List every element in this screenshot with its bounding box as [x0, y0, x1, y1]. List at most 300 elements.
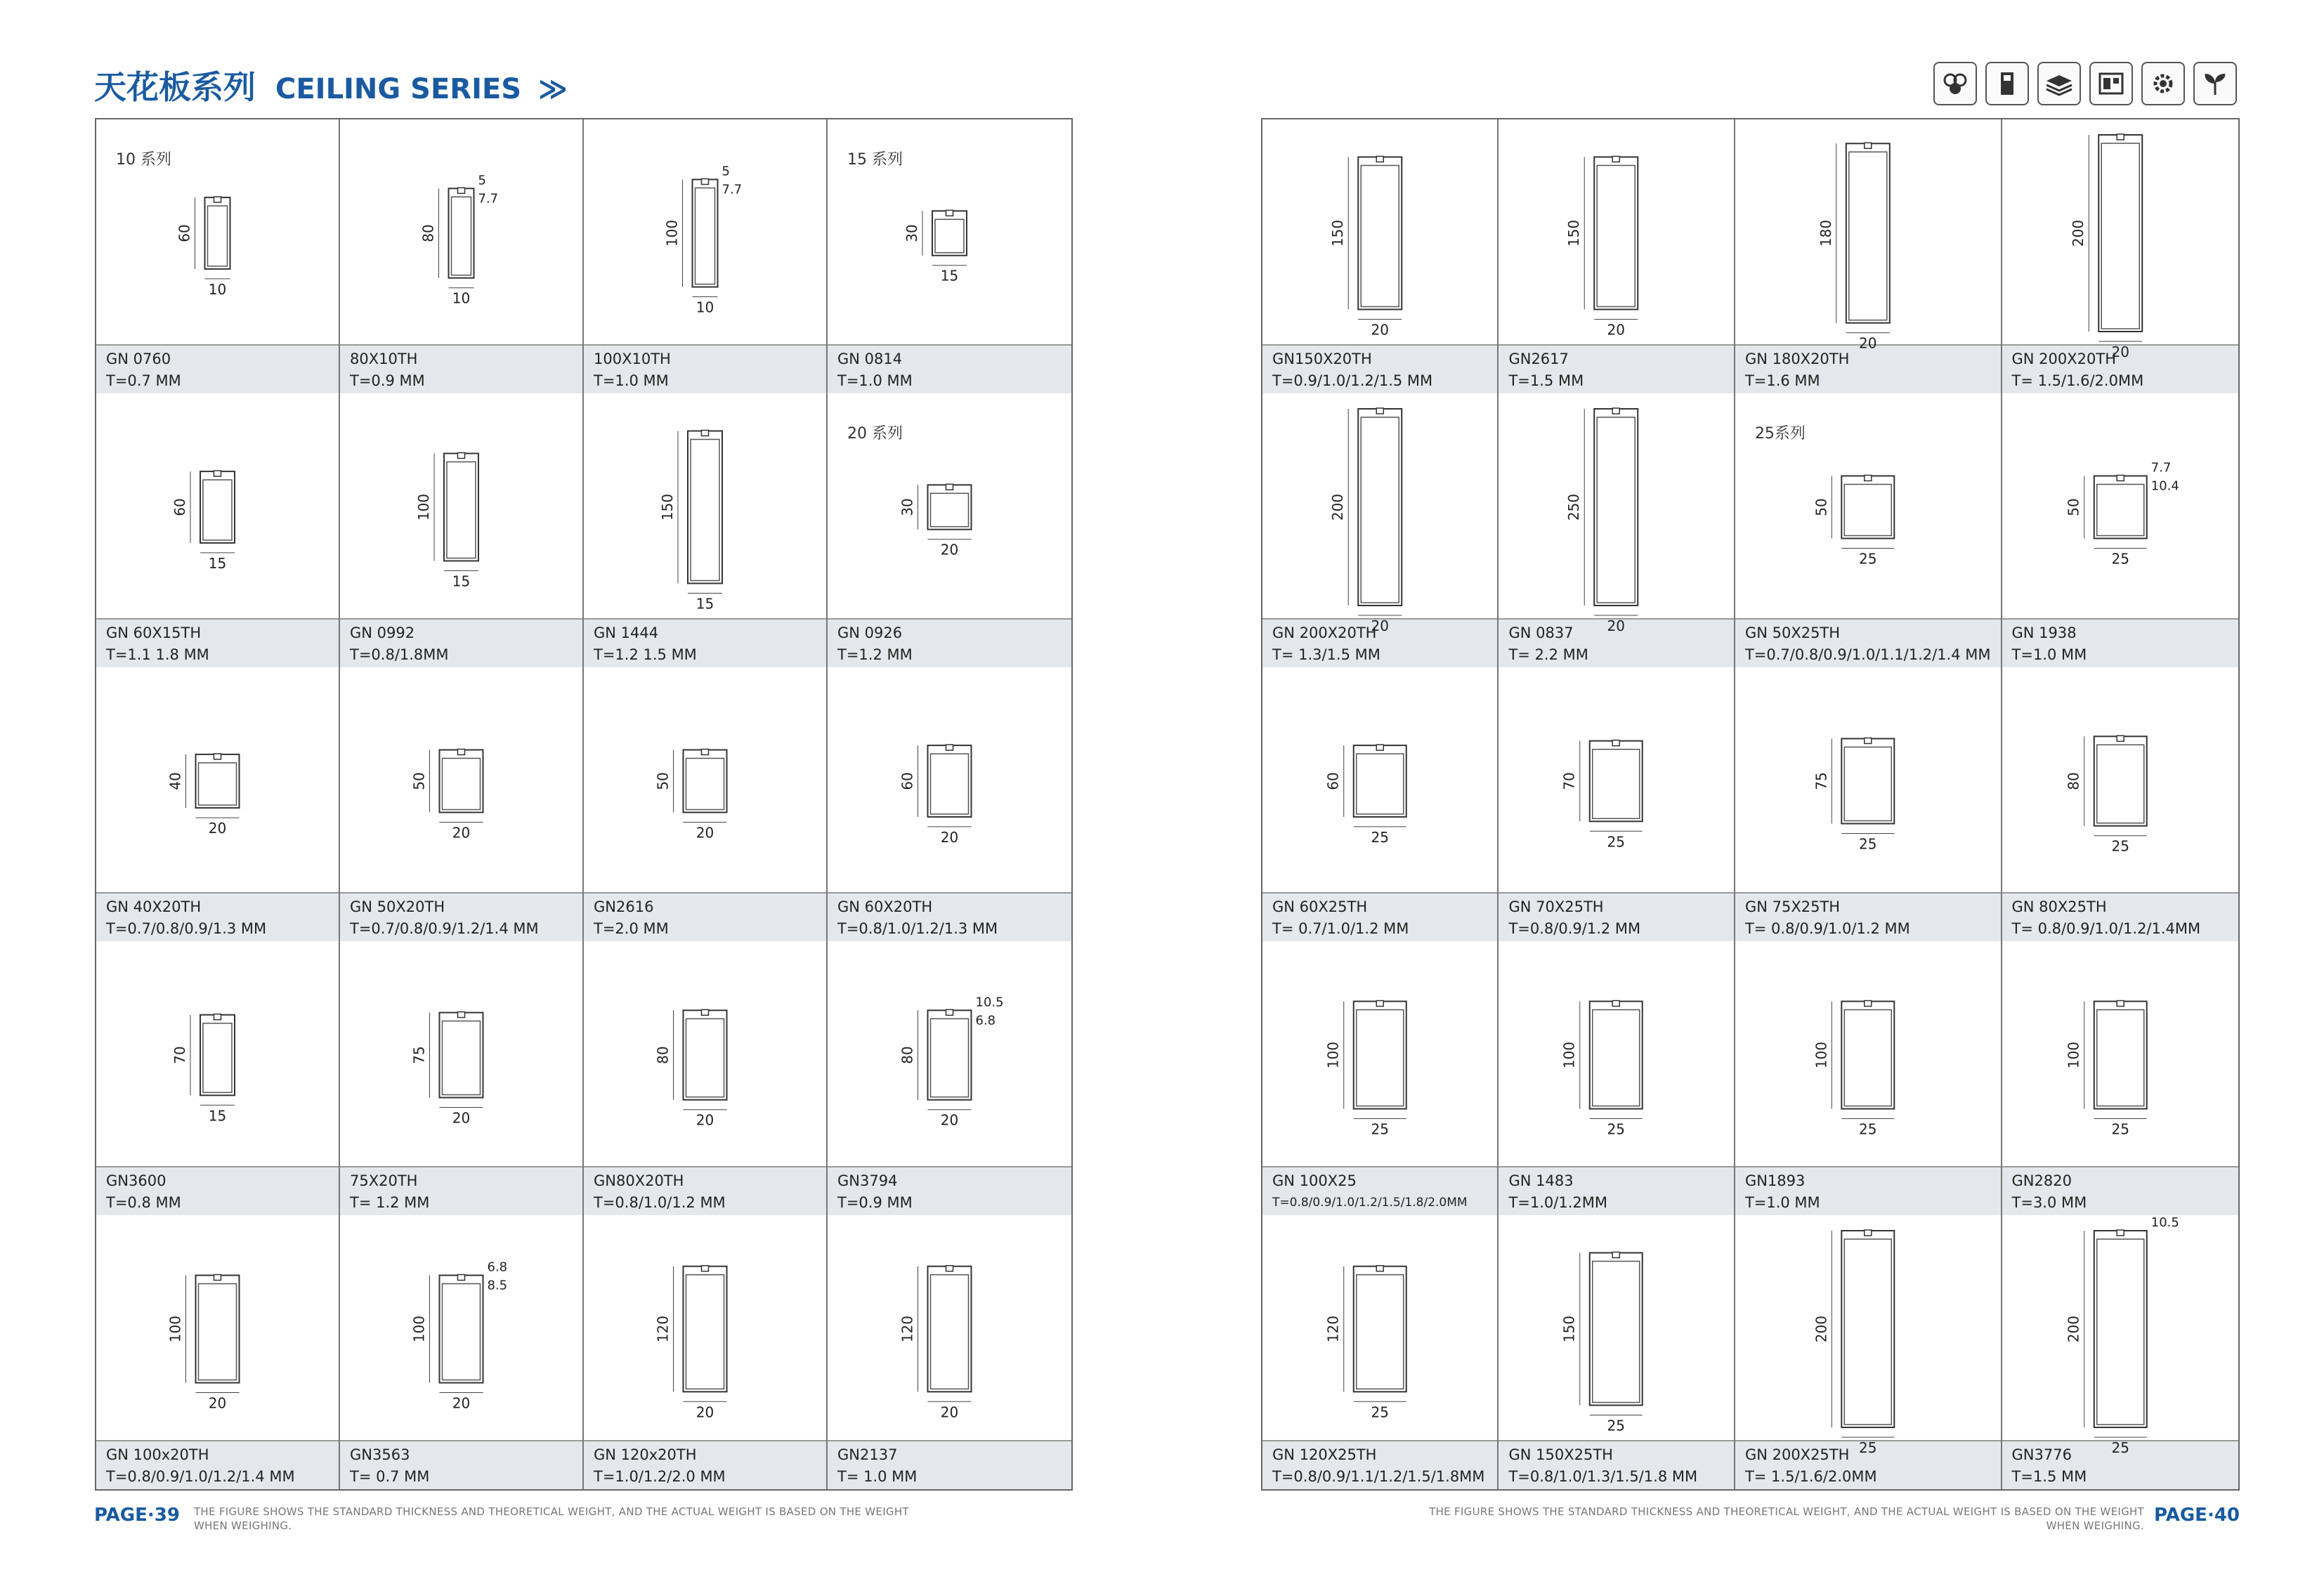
profile-thickness: T=1.0 MM [594, 372, 669, 389]
profile-section-svg [1262, 667, 1497, 892]
height-label: 75 [1813, 772, 1830, 790]
page-number-right: PAGE·40 [2154, 1505, 2240, 1526]
profile-thickness: T=1.6 MM [1744, 372, 1820, 389]
profile-inner-outline [931, 754, 969, 814]
width-label: 20 [696, 1111, 714, 1129]
profile-inner-outline [443, 759, 481, 810]
profile-cell [584, 1215, 828, 1489]
profile-code: GN 120x20TH [594, 1446, 697, 1463]
profile-outline [684, 1267, 727, 1392]
profile-caption [584, 892, 826, 941]
height-label: 150 [1565, 219, 1583, 247]
profile-drawing [1499, 941, 1733, 1166]
height-label: 200 [1813, 1315, 1830, 1343]
profile-code: GN2616 [594, 898, 654, 915]
profile-cell [96, 119, 340, 393]
profile-inner-outline [1598, 166, 1636, 307]
height-label: 100 [415, 493, 432, 521]
profile-thickness: T=0.8 MM [106, 1194, 181, 1211]
height-label: 30 [903, 224, 920, 242]
profile-drawing [1499, 119, 1733, 344]
profile-code: GN 1938 [2011, 624, 2077, 641]
profile-section-svg [96, 667, 339, 892]
profile-cell [1262, 119, 1499, 393]
extra-dimension-label: 7.7 [478, 191, 499, 207]
profile-caption [828, 1440, 1071, 1489]
profile-outline [1590, 1002, 1643, 1109]
profile-outline [1358, 409, 1402, 606]
profile-cell [1262, 1215, 1499, 1489]
profile-inner-outline [1844, 1239, 1891, 1425]
profile-drawing [1262, 941, 1497, 1166]
profile-inner-outline [443, 1284, 481, 1380]
profile-section-svg [828, 393, 1071, 618]
profile-inner-outline [1593, 1010, 1640, 1106]
profile-slot [458, 188, 465, 193]
profile-cell [340, 941, 584, 1215]
profile-drawing [1262, 119, 1497, 344]
profile-code: GN2617 [1508, 351, 1569, 367]
profile-slot [2117, 476, 2124, 481]
profile-slot [702, 750, 709, 755]
profile-cell [1499, 667, 1735, 941]
profile-caption [1735, 892, 2001, 941]
profile-thickness: T=0.9 MM [350, 372, 425, 389]
profile-thickness: T=1.0 MM [1744, 1194, 1820, 1211]
profile-slot [1613, 157, 1620, 162]
profile-thickness: T= 0.8/0.9/1.0/1.2/1.4MM [2011, 920, 2201, 937]
profile-inner-outline [686, 759, 724, 810]
profile-code: GN 0992 [350, 624, 415, 641]
profile-thickness: T=0.8/0.9/1.0/1.2/1.5/1.8/2.0MM [1272, 1196, 1468, 1210]
profile-section-svg [340, 119, 582, 344]
profile-outline [1846, 143, 1890, 322]
profile-thickness: T= 0.8/0.9/1.0/1.2 MM [1744, 920, 1910, 937]
profile-drawing [96, 941, 339, 1166]
profile-drawing [828, 941, 1071, 1166]
height-label: 200 [1329, 493, 1347, 521]
profile-section-svg [584, 393, 826, 618]
profile-slot [1865, 738, 1872, 744]
profile-code: GN 50X25TH [1744, 624, 1841, 641]
profile-slot [1376, 157, 1383, 162]
profile-outline [1590, 1253, 1643, 1406]
height-label: 100 [2065, 1041, 2082, 1069]
profile-caption [96, 344, 339, 393]
profile-code: 75X20TH [350, 1172, 418, 1189]
profile-code: GN 70X25TH [1508, 898, 1604, 915]
profile-thickness: T=1.2 MM [837, 646, 913, 663]
profile-inner-outline [1361, 417, 1399, 603]
profile-outline [1841, 1002, 1894, 1109]
height-label: 30 [899, 498, 916, 516]
width-label: 25 [1371, 1403, 1389, 1421]
left-profile-grid [95, 118, 1073, 1491]
profile-inner-outline [935, 219, 964, 252]
profile-thickness: T=0.8/0.9/1.1/1.2/1.5/1.8MM [1272, 1468, 1485, 1485]
profile-cell [1499, 1215, 1735, 1489]
extra-dimension-label: 5 [478, 173, 486, 188]
profile-code: GN3794 [837, 1172, 898, 1189]
profile-cell [340, 667, 584, 941]
profile-outline [440, 1276, 483, 1383]
profile-thickness: T=0.7/0.8/0.9/1.2/1.4 MM [350, 920, 539, 937]
profile-slot [2117, 735, 2124, 741]
profile-cell [340, 119, 584, 393]
profile-slot [458, 750, 465, 755]
profile-slot [1865, 143, 1872, 148]
profile-outline [1841, 476, 1894, 539]
profile-code: GN 100x20TH [106, 1446, 209, 1463]
profile-inner-outline [691, 440, 719, 581]
height-label: 150 [659, 493, 676, 521]
profile-drawing [1262, 1215, 1497, 1440]
profile-drawing [96, 1215, 339, 1440]
profile-cell [340, 1215, 584, 1489]
profile-outline [928, 1267, 972, 1392]
profile-inner-outline [203, 1023, 232, 1093]
profile-outline [932, 211, 967, 255]
profile-caption [2002, 1166, 2238, 1215]
profile-caption [1262, 1166, 1497, 1215]
profile-code: GN2820 [2011, 1172, 2072, 1189]
profile-slot [1865, 1230, 1872, 1236]
width-label: 15 [452, 572, 471, 590]
height-label: 80 [2065, 772, 2082, 790]
profile-code: GN 200X25TH [1744, 1446, 1850, 1463]
profile-outline [1354, 1002, 1406, 1109]
profile-bar-icon [1985, 62, 2029, 105]
height-label: 40 [167, 772, 184, 790]
profile-drawing [2002, 941, 2238, 1166]
profile-section-svg [828, 119, 1071, 344]
profile-code: GN 0837 [1508, 624, 1574, 641]
profile-code: GN3600 [106, 1172, 167, 1189]
profile-outline [449, 188, 474, 277]
height-label: 150 [1329, 219, 1347, 247]
profile-inner-outline [1357, 1275, 1404, 1389]
width-label: 10 [696, 299, 714, 316]
profile-code: GN1893 [1744, 1172, 1806, 1189]
footer-left [94, 1505, 918, 1533]
profile-thickness: T=0.7 MM [106, 372, 181, 389]
profile-section-svg [96, 1215, 339, 1440]
profile-drawing [1262, 667, 1497, 892]
profile-slot [458, 1012, 465, 1018]
profile-outline [693, 180, 718, 287]
profile-caption [1262, 1440, 1497, 1489]
extra-dimension-label: 10.4 [2150, 478, 2179, 494]
width-label: 25 [1371, 828, 1389, 846]
profile-drawing [1499, 1215, 1733, 1440]
profile-thickness: T=0.7/0.8/0.9/1.3 MM [106, 920, 267, 937]
extra-dimension-label: 6.8 [487, 1259, 508, 1275]
profile-drawing [828, 393, 1071, 618]
width-label: 25 [1607, 1417, 1626, 1434]
profile-thickness: T=1.0 MM [837, 372, 913, 389]
profile-code: GN3776 [2011, 1446, 2072, 1463]
profile-caption [1499, 892, 1733, 941]
width-label: 15 [208, 1107, 227, 1125]
profile-section-svg [340, 941, 582, 1166]
profile-caption [828, 344, 1071, 393]
profile-code: GN 200X20TH [2011, 351, 2116, 367]
profile-caption [1735, 618, 2001, 667]
profile-section-svg [1262, 1215, 1497, 1440]
profile-thickness: T=0.8/1.0/1.2/1.3 MM [837, 920, 998, 937]
profile-slot [1376, 1266, 1383, 1271]
height-label: 200 [2069, 219, 2087, 247]
profile-drawing [584, 667, 826, 892]
profile-cell [1499, 119, 1735, 393]
profile-slot [214, 1275, 221, 1281]
profile-slot [214, 1014, 221, 1020]
profile-section-svg [828, 941, 1071, 1166]
profile-inner-outline [931, 493, 969, 526]
profile-outline [200, 1015, 235, 1096]
profile-caption [584, 618, 826, 667]
profile-caption [1262, 892, 1497, 941]
height-label: 80 [654, 1046, 672, 1064]
width-label: 20 [452, 824, 471, 842]
profile-code: 100X10TH [594, 351, 671, 367]
profile-section-svg [1499, 941, 1733, 1166]
profile-drawing [96, 119, 339, 344]
profile-slot [214, 471, 221, 476]
profile-section-svg [1735, 667, 2001, 892]
profile-inner-outline [1598, 417, 1636, 603]
profile-cell [828, 393, 1071, 667]
profile-drawing [2002, 667, 2238, 892]
profile-slot [946, 210, 953, 216]
width-label: 20 [1371, 321, 1389, 339]
profile-slot [1613, 408, 1620, 414]
height-label: 100 [167, 1315, 184, 1343]
width-label: 25 [1607, 1120, 1626, 1138]
profile-drawing [1735, 119, 2001, 352]
profile-slot [702, 431, 709, 436]
width-label: 20 [2111, 343, 2129, 360]
width-label: 20 [208, 1394, 227, 1412]
width-label: 15 [940, 267, 959, 284]
profile-drawing [96, 667, 339, 892]
profile-section-svg [1262, 119, 1497, 344]
profile-slot [1865, 1001, 1872, 1007]
profile-section-svg [1735, 393, 2001, 618]
profile-outline [1595, 409, 1638, 606]
profile-outline [1358, 157, 1402, 310]
feature-icons-bar [1933, 62, 2237, 105]
extra-dimension-label: 7.7 [2150, 460, 2171, 476]
profile-section-svg [340, 1215, 582, 1440]
series-label: 10 系列 [116, 151, 171, 169]
profile-outline [2094, 1231, 2146, 1427]
page-title [94, 62, 562, 108]
profile-outline [1595, 157, 1638, 310]
profile-inner-outline [696, 188, 715, 284]
profile-section-svg [584, 1215, 826, 1440]
profile-cell [1262, 941, 1499, 1215]
profile-drawing [340, 667, 582, 892]
profile-section-svg [2002, 941, 2238, 1166]
profile-thickness: T=1.0 MM [2011, 646, 2087, 663]
profile-thickness: T=0.8/1.0/1.2 MM [594, 1194, 726, 1211]
profile-caption [96, 618, 339, 667]
profile-caption [584, 1440, 826, 1489]
profile-inner-outline [443, 1021, 481, 1095]
profile-thickness: T=1.5 MM [1508, 372, 1584, 389]
profile-caption [340, 1440, 582, 1489]
profile-cell [96, 941, 340, 1215]
title-english: CEILING SERIES [275, 73, 522, 105]
profile-outline [688, 431, 722, 584]
profile-slot [946, 1009, 953, 1015]
profile-cell [1735, 941, 2002, 1215]
height-label: 180 [1817, 219, 1834, 247]
profile-code: GN 200X20TH [1272, 624, 1377, 641]
profile-section-svg [2002, 393, 2238, 618]
height-label: 60 [171, 498, 188, 516]
profile-code: GN 60X25TH [1272, 898, 1368, 915]
profile-slot [702, 179, 709, 185]
profile-drawing [1735, 941, 2001, 1166]
width-label: 25 [1859, 835, 1877, 853]
profile-section-svg [584, 119, 826, 344]
profile-cell [1499, 393, 1735, 667]
profile-slot [1376, 408, 1383, 414]
profile-code: GN 40X20TH [106, 898, 202, 915]
profile-inner-outline [2096, 1010, 2143, 1106]
profile-outline [440, 1013, 483, 1098]
height-label: 120 [899, 1315, 916, 1343]
profile-drawing [1499, 667, 1733, 892]
height-label: 70 [171, 1046, 188, 1064]
profile-cell [96, 667, 340, 941]
profile-slot [946, 745, 953, 750]
profile-cell [1735, 119, 2002, 393]
height-label: 50 [1813, 498, 1830, 516]
profile-caption [2002, 892, 2238, 941]
profile-outline [1354, 745, 1406, 817]
profile-outline [2094, 1002, 2146, 1109]
width-label: 25 [1371, 1120, 1389, 1138]
profile-thickness: T= 0.7 MM [350, 1468, 430, 1485]
profile-section-svg [340, 393, 582, 618]
profile-drawing [584, 119, 826, 344]
footer-note-left: THE FIGURE SHOWS THE STANDARD THICKNESS AND THEORETICAL WEIGHT, AND THE ACTUAL WEIGHT IS BASED ON THE WEIGHT WHEN WEIGHING. [193, 1505, 909, 1532]
profile-cell [1262, 667, 1499, 941]
width-label: 20 [1371, 617, 1389, 634]
profile-drawing [340, 393, 582, 618]
profile-caption [96, 1166, 339, 1215]
profile-outline [196, 1276, 240, 1383]
profile-cell [1735, 393, 2002, 667]
profile-thickness: T= 1.2 MM [350, 1194, 430, 1211]
profile-cell [340, 393, 584, 667]
profile-cell [2002, 667, 2238, 941]
profile-cell [96, 1215, 340, 1489]
profile-drawing [584, 393, 826, 618]
profile-section-svg [96, 393, 339, 618]
series-label: 20 系列 [847, 425, 903, 443]
profile-inner-outline [2096, 1239, 2143, 1425]
coating-machine-icon [2089, 62, 2133, 105]
profile-thickness: T=1.0/1.2MM [1508, 1194, 1607, 1211]
profile-thickness: T=0.8/1.0/1.3/1.5/1.8 MM [1508, 1468, 1698, 1485]
profile-section-svg [584, 667, 826, 892]
title-chinese: 天花板系列 [94, 68, 256, 106]
profile-slot [2117, 1001, 2124, 1007]
profile-caption [584, 1166, 826, 1215]
height-label: 100 [1324, 1041, 1342, 1069]
profile-inner-outline [1844, 747, 1891, 821]
profile-cell [1499, 941, 1735, 1215]
profile-thickness: T=3.0 MM [2011, 1194, 2087, 1211]
profile-caption [1499, 1440, 1733, 1489]
profile-cell [1735, 1215, 2002, 1489]
width-label: 15 [696, 595, 714, 613]
width-label: 20 [452, 1394, 471, 1412]
profile-thickness: T=1.0/1.2/2.0 MM [594, 1468, 726, 1485]
profile-inner-outline [447, 462, 476, 558]
profile-slot [946, 1266, 953, 1271]
profile-thickness: T=1.1 1.8 MM [106, 646, 209, 663]
profile-drawing [584, 941, 826, 1166]
width-label: 20 [452, 1109, 471, 1127]
profile-outline [1354, 1267, 1406, 1392]
sheets-stack-icon [2037, 62, 2081, 105]
profile-section-svg [828, 667, 1071, 892]
profile-cell [1262, 393, 1499, 667]
profile-caption [1735, 1166, 2001, 1215]
profile-thickness: T=0.8/0.9/1.2 MM [1508, 920, 1641, 937]
width-label: 25 [2111, 837, 2129, 855]
profile-inner-outline [2101, 143, 2139, 329]
profile-slot [1613, 1252, 1620, 1258]
profile-slot [702, 1266, 709, 1271]
profile-cell [2002, 1215, 2238, 1489]
profile-slot [702, 1009, 709, 1015]
profile-thickness: T=2.0 MM [594, 920, 669, 937]
profile-drawing [584, 1215, 826, 1440]
profile-thickness: T= 1.5/1.6/2.0MM [2011, 372, 2144, 389]
height-label: 60 [1324, 772, 1342, 790]
width-label: 20 [696, 1403, 714, 1421]
width-label: 15 [208, 554, 227, 572]
profile-outline [684, 750, 727, 813]
profile-section-svg [1499, 119, 1733, 344]
profile-inner-outline [199, 1284, 237, 1380]
series-label: 15 系列 [847, 151, 903, 169]
profile-slot [2117, 1230, 2124, 1236]
profile-inner-outline [1844, 485, 1891, 536]
profile-code: GN 50X20TH [350, 898, 445, 915]
profile-thickness: T=0.8/1.8MM [350, 646, 449, 663]
footer-right [1428, 1505, 2240, 1533]
height-label: 100 [663, 219, 681, 247]
profile-thickness: T=0.9 MM [837, 1194, 913, 1211]
profile-caption [828, 892, 1071, 941]
width-label: 20 [940, 828, 959, 846]
height-label: 200 [2065, 1315, 2082, 1343]
profile-caption [1262, 344, 1497, 393]
profile-inner-outline [1593, 1262, 1640, 1403]
profile-thickness: T= 0.7/1.0/1.2 MM [1272, 920, 1409, 937]
profile-code: GN 150X25TH [1508, 1446, 1613, 1463]
profile-outline [928, 745, 972, 817]
profile-cell [584, 941, 828, 1215]
height-label: 80 [419, 224, 437, 242]
